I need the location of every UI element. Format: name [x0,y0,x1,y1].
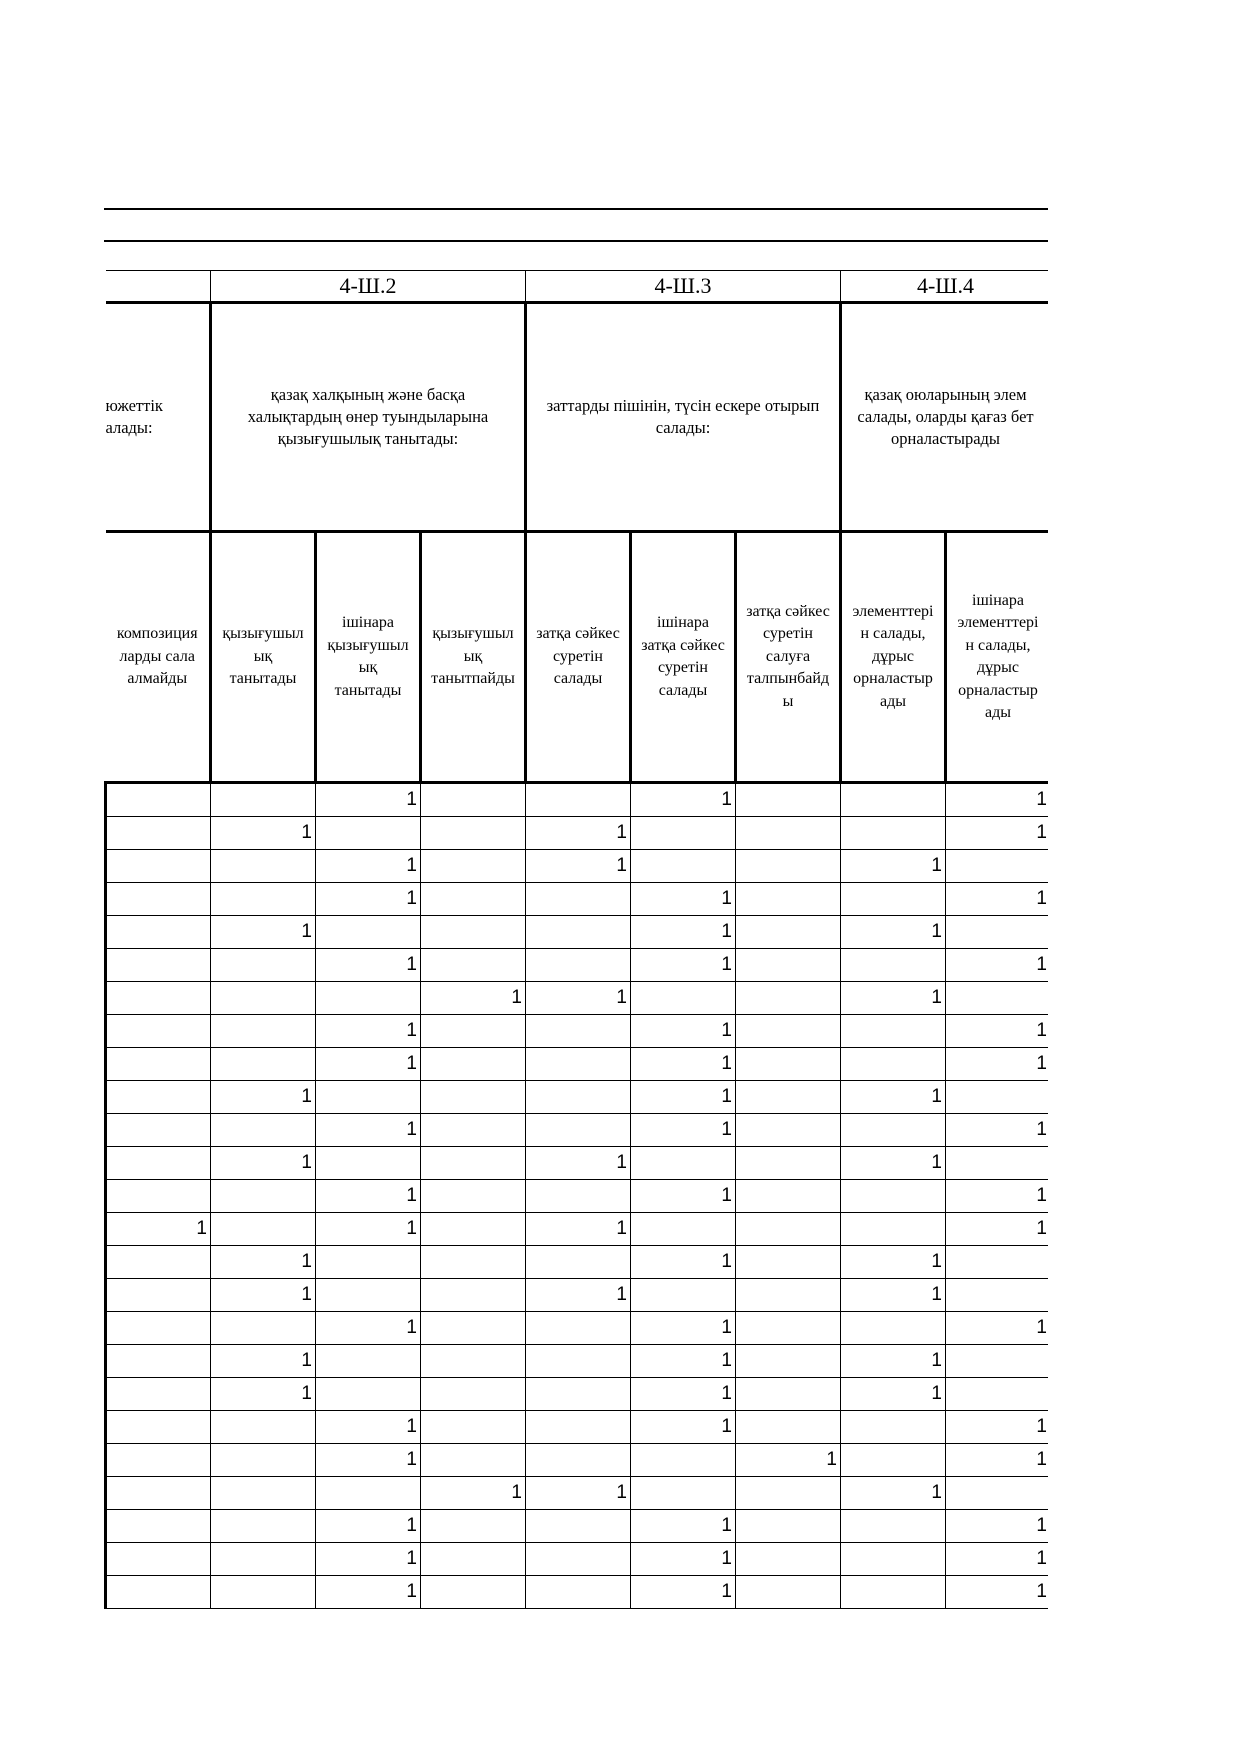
score-cell [631,1279,736,1312]
criteria-cell-8 [946,532,1049,783]
score-cell [316,1147,421,1180]
score-cell [211,949,316,982]
score-cell: 1 [316,1114,421,1147]
score-cell [421,783,526,817]
score-cell [736,1378,841,1411]
description-cell-4-sh-4 [841,303,1049,532]
criteria-cell-5 [631,532,736,783]
score-cell [316,916,421,949]
score-cell: 1 [946,1015,1049,1048]
score-cell [631,1147,736,1180]
score-cell [421,1048,526,1081]
score-cell [736,1477,841,1510]
score-cell: 1 [211,1246,316,1279]
score-cell [631,850,736,883]
score-cell [421,1147,526,1180]
table-row [106,1213,1049,1246]
score-cell [211,1576,316,1609]
score-cell: 1 [316,850,421,883]
score-cell [106,1081,211,1114]
score-cell [211,1444,316,1477]
score-cell: 1 [841,916,946,949]
criteria-cell-6 [736,532,841,783]
score-cell [841,1048,946,1081]
score-cell [106,1114,211,1147]
score-cell [421,850,526,883]
score-cell [316,1279,421,1312]
score-cell [106,1147,211,1180]
score-cell [526,1576,631,1609]
description-text-4-sh-3: заттарды пішінін, түсін ескере отырып салады: [546,396,820,437]
score-cell [211,1048,316,1081]
table-row [106,949,1049,982]
score-cell [631,1213,736,1246]
criteria-text-5: ішінара затқа сәйкес суретін салады [641,614,725,699]
score-cell [841,817,946,850]
criteria-text-3: қызығушыл ық танытпайды [431,625,515,688]
score-cell [106,1048,211,1081]
table-row [106,883,1049,916]
score-cell: 1 [526,850,631,883]
score-cell [736,817,841,850]
score-cell [316,1081,421,1114]
score-cell [421,1510,526,1543]
score-cell: 1 [631,1312,736,1345]
score-cell: 1 [631,1015,736,1048]
criteria-text-1: қызығушыл ық танытады [222,625,304,688]
score-cell [946,1345,1049,1378]
score-cell [526,783,631,817]
score-cell: 1 [841,982,946,1015]
score-cell: 1 [946,783,1049,817]
score-cell [526,1312,631,1345]
table-row [106,1015,1049,1048]
score-cell [841,783,946,817]
score-cell: 1 [841,1345,946,1378]
code-cell-4-sh-3: 4-Ш.3 [526,271,841,303]
score-cell [946,982,1049,1015]
score-cell [946,916,1049,949]
score-cell [526,1180,631,1213]
score-cell: 1 [946,1180,1049,1213]
score-cell: 1 [316,949,421,982]
score-cell: 1 [631,1081,736,1114]
score-cell [736,1180,841,1213]
score-cell [106,1345,211,1378]
score-cell [316,1246,421,1279]
score-cell [106,949,211,982]
score-cell [421,916,526,949]
criteria-cell-7 [841,532,946,783]
table-row [106,1378,1049,1411]
description-cell-4-sh-3 [526,303,841,532]
table-row [106,1510,1049,1543]
score-cell: 1 [421,1477,526,1510]
score-cell: 1 [316,1015,421,1048]
score-cell [841,949,946,982]
score-cell [946,1378,1049,1411]
score-cell: 1 [631,1378,736,1411]
criteria-cell-4 [526,532,631,783]
score-cell [421,1378,526,1411]
table-row [106,1411,1049,1444]
table-row [106,1345,1049,1378]
score-cell: 1 [526,1477,631,1510]
score-cell: 1 [946,883,1049,916]
score-cell [421,1576,526,1609]
score-cell [211,1213,316,1246]
score-cell [526,1345,631,1378]
table-row [106,850,1049,883]
score-cell [421,1543,526,1576]
score-cell: 1 [631,916,736,949]
table-row [106,1081,1049,1114]
score-cell: 1 [946,1048,1049,1081]
score-cell [736,883,841,916]
table-row [106,1048,1049,1081]
score-cell [736,1213,841,1246]
description-row [106,303,1049,532]
score-cell: 1 [316,1510,421,1543]
score-cell: 1 [841,1147,946,1180]
score-cell: 1 [631,1114,736,1147]
score-cell [211,1180,316,1213]
score-cell [106,1312,211,1345]
score-cell [316,1345,421,1378]
criteria-cell-2 [316,532,421,783]
score-cell [526,1015,631,1048]
score-cell: 1 [316,1312,421,1345]
score-cell: 1 [946,1543,1049,1576]
score-cell: 1 [526,1213,631,1246]
score-cell [526,1246,631,1279]
score-cell [421,1312,526,1345]
score-cell: 1 [631,1543,736,1576]
score-cell [526,916,631,949]
score-cell [211,1312,316,1345]
score-cell [736,850,841,883]
criteria-row [106,532,1049,783]
score-cell: 1 [631,1510,736,1543]
score-cell [736,783,841,817]
score-cell: 1 [841,1081,946,1114]
score-cell [421,949,526,982]
criteria-text-2: ішінара қызығушыл ық танытады [327,614,409,699]
score-cell: 1 [841,1279,946,1312]
score-cell: 1 [316,783,421,817]
score-cell [736,1312,841,1345]
code-cell-4-sh-2: 4-Ш.2 [211,271,526,303]
score-cell [526,1444,631,1477]
score-cell [421,1345,526,1378]
score-cell: 1 [946,1312,1049,1345]
score-cell: 1 [211,1378,316,1411]
score-cell: 1 [736,1444,841,1477]
score-cell [631,982,736,1015]
criteria-text-6: затқа сәйкес суретін салуға талпынбайд ы [746,602,830,710]
score-cell [211,883,316,916]
score-cell [211,1510,316,1543]
code-cell-0 [106,271,211,303]
description-text-4-sh-4: қазақ оюларының элем салады, оларды қағаз бет орналастырады [857,385,1034,448]
score-cell: 1 [316,1213,421,1246]
score-cell [106,1378,211,1411]
score-cell: 1 [316,883,421,916]
score-cell [736,916,841,949]
score-cell [736,1411,841,1444]
score-cell [841,883,946,916]
score-cell [421,1180,526,1213]
score-cell: 1 [316,1180,421,1213]
score-cell: 1 [631,1411,736,1444]
score-cell [211,1114,316,1147]
criteria-text-8: ішінара элементтері н салады, дұрыс орналастыр ады [957,591,1039,721]
criteria-text-4: затқа сәйкес суретін салады [536,625,620,688]
top-rule-1 [104,208,1048,210]
score-cell [736,1246,841,1279]
score-cell [736,1576,841,1609]
criteria-cell-0 [106,532,211,783]
score-cell [841,1444,946,1477]
score-cell [106,817,211,850]
score-cell [526,1081,631,1114]
score-cell: 1 [631,949,736,982]
score-cell [211,850,316,883]
criteria-cell-3 [421,532,526,783]
score-cell: 1 [631,1576,736,1609]
assessment-table-sheet [104,270,1048,1628]
score-cell [106,1510,211,1543]
score-cell [841,1576,946,1609]
score-cell [316,817,421,850]
score-cell [106,850,211,883]
score-cell [631,1477,736,1510]
score-cell [631,1444,736,1477]
score-cell [421,1444,526,1477]
score-cell [421,1015,526,1048]
score-cell: 1 [421,982,526,1015]
score-cell [946,1279,1049,1312]
score-cell [736,1147,841,1180]
table-row [106,982,1049,1015]
table-row [106,817,1049,850]
score-cell: 1 [631,1345,736,1378]
score-cell [421,1114,526,1147]
score-cell [526,883,631,916]
score-cell [736,1081,841,1114]
score-cell [106,1411,211,1444]
criteria-text-7: элементтері н салады, дұрыс орналастыр ады [852,602,934,710]
score-cell: 1 [631,783,736,817]
score-cell [736,1510,841,1543]
score-cell [106,1477,211,1510]
score-cell [106,1246,211,1279]
table-row [106,1246,1049,1279]
score-cell [946,1477,1049,1510]
table-row [106,1477,1049,1510]
score-cell [736,1345,841,1378]
score-cell [421,883,526,916]
score-cell: 1 [211,1345,316,1378]
score-cell [841,1543,946,1576]
score-cell: 1 [946,1444,1049,1477]
score-cell [526,1510,631,1543]
score-cell [736,982,841,1015]
score-cell [106,1180,211,1213]
score-cell: 1 [631,1246,736,1279]
score-cell [106,1444,211,1477]
criteria-cell-1 [211,532,316,783]
score-cell [946,850,1049,883]
top-rule-2 [104,240,1048,242]
score-cell [736,1048,841,1081]
score-cell: 1 [316,1411,421,1444]
score-cell [316,1477,421,1510]
score-cell: 1 [631,883,736,916]
score-cell [106,1279,211,1312]
table-row [106,1576,1049,1609]
score-cell: 1 [211,817,316,850]
table-row [106,1312,1049,1345]
score-cell [421,1246,526,1279]
score-cell: 1 [841,850,946,883]
score-cell: 1 [841,1477,946,1510]
score-cell [736,949,841,982]
score-cell: 1 [841,1378,946,1411]
score-cell: 1 [526,817,631,850]
score-cell [736,1279,841,1312]
score-cell: 1 [946,949,1049,982]
score-cell [421,817,526,850]
score-cell: 1 [946,817,1049,850]
score-cell [736,1015,841,1048]
table-row [106,783,1049,817]
score-cell [106,1576,211,1609]
code-cell-4-sh-4: 4-Ш.4 [841,271,1049,303]
score-cell: 1 [211,916,316,949]
score-cell [526,1048,631,1081]
score-cell: 1 [946,1213,1049,1246]
score-cell [316,982,421,1015]
score-cell [211,982,316,1015]
score-cell [211,1477,316,1510]
score-cell: 1 [316,1048,421,1081]
score-cell: 1 [526,1279,631,1312]
score-cell: 1 [631,1048,736,1081]
score-cell [106,916,211,949]
score-cell: 1 [316,1576,421,1609]
score-cell [841,1180,946,1213]
score-cell [526,1411,631,1444]
score-cell [946,1147,1049,1180]
score-cell: 1 [211,1147,316,1180]
score-cell: 1 [946,1411,1049,1444]
score-cell [841,1510,946,1543]
score-cell: 1 [526,982,631,1015]
score-cell [211,1411,316,1444]
score-cell: 1 [106,1213,211,1246]
table-row [106,1147,1049,1180]
score-cell: 1 [316,1444,421,1477]
criteria-text-0: композиция ларды сала алмайды [116,625,198,688]
score-cell [421,1081,526,1114]
score-cell: 1 [946,1510,1049,1543]
score-cell [841,1411,946,1444]
score-cell [736,1114,841,1147]
score-cell [526,1114,631,1147]
score-cell: 1 [316,1543,421,1576]
table-row [106,1114,1049,1147]
score-cell [841,1114,946,1147]
score-cell [841,1312,946,1345]
table-row [106,1444,1049,1477]
score-cell [841,1015,946,1048]
score-cell [526,949,631,982]
table-row [106,1279,1049,1312]
score-cell [736,1543,841,1576]
score-cell [106,783,211,817]
description-cell-0 [106,303,211,532]
description-text-4-sh-2: қазақ халқының және басқа халықтардың өнер туындыларына қызығушылық танытады: [247,385,489,448]
score-cell [421,1411,526,1444]
score-cell [421,1279,526,1312]
score-cell [106,883,211,916]
description-text-0: южеттік алады: [105,396,163,437]
table-row [106,1543,1049,1576]
score-cell: 1 [526,1147,631,1180]
score-cell [211,783,316,817]
score-cell [421,1213,526,1246]
score-cell: 1 [211,1279,316,1312]
score-cell [106,1543,211,1576]
score-cell [631,817,736,850]
score-cell: 1 [841,1246,946,1279]
score-cell [841,1213,946,1246]
table-row [106,1180,1049,1213]
table-row [106,916,1049,949]
assessment-table [104,270,1048,1609]
score-cell [211,1015,316,1048]
score-cell [946,1081,1049,1114]
score-cell: 1 [211,1081,316,1114]
score-cell [211,1543,316,1576]
score-cell [316,1378,421,1411]
score-cell: 1 [946,1114,1049,1147]
score-cell [106,982,211,1015]
score-cell [946,1246,1049,1279]
description-cell-4-sh-2 [211,303,526,532]
score-cell: 1 [631,1180,736,1213]
score-cell [526,1543,631,1576]
code-row [106,271,1049,303]
score-cell [526,1378,631,1411]
score-cell: 1 [946,1576,1049,1609]
score-cell [106,1015,211,1048]
